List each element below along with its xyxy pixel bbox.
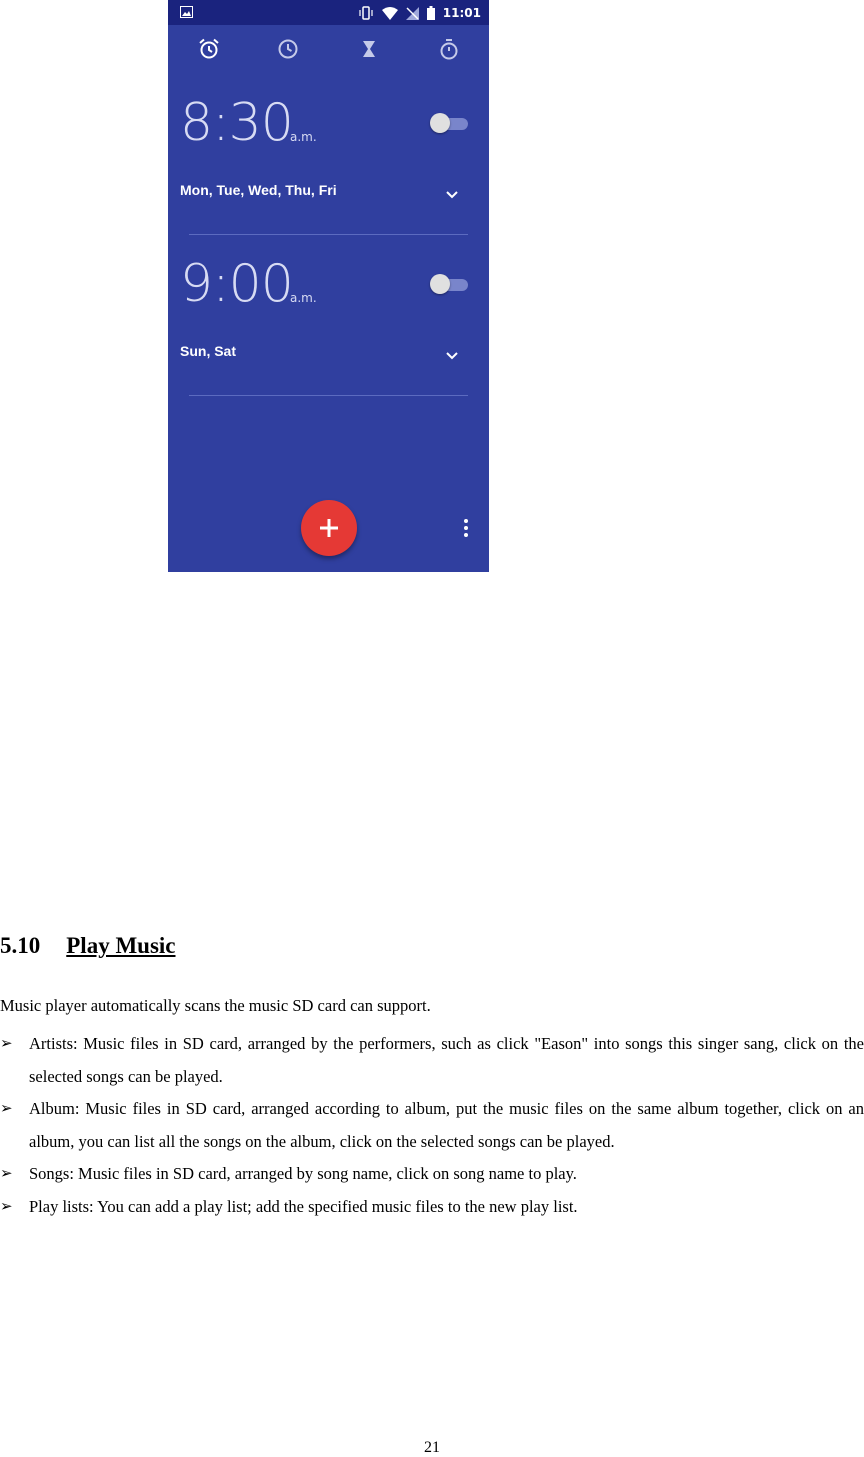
list-item: [0, 1028, 864, 1093]
list-item: [0, 1158, 864, 1191]
list-item-text: Artists: Music files in SD card, arranged by the performers, such as click "Eason" into songs this singer sang, click on the selected songs can be played.: [29, 1034, 864, 1086]
feature-list: [0, 1028, 864, 1223]
tab-clock[interactable]: [273, 35, 303, 63]
clock-icon: [276, 37, 300, 61]
bullet-arrow-icon: ➢: [0, 1166, 13, 1182]
alarm-ampm: a.m.: [290, 130, 317, 144]
list-item-text: Songs: Music files in SD card, arranged by song name, click on song name to play.: [29, 1164, 577, 1183]
list-item: [0, 1093, 864, 1158]
add-alarm-button[interactable]: [301, 500, 357, 556]
hourglass-icon: [357, 37, 381, 61]
bullet-arrow-icon: ➢: [0, 1198, 13, 1215]
alarm-time[interactable]: 9:00: [180, 254, 293, 314]
bullet-arrow-icon: ➢: [0, 1101, 13, 1117]
chevron-down-icon[interactable]: [442, 346, 462, 366]
stopwatch-icon: [437, 37, 461, 61]
status-bar: [168, 0, 489, 25]
toggle-thumb: [430, 274, 450, 294]
page-number: 21: [424, 1439, 440, 1456]
section-number: 5.10: [0, 933, 41, 958]
alarm-item[interactable]: [168, 254, 489, 419]
section-heading: [0, 933, 176, 959]
list-item-text: Album: Music files in SD card, arranged according to album, put the music files on the same album together, click on an album, you can list all the songs on the album, click on the selected songs can be played.: [29, 1099, 864, 1151]
more-options-icon[interactable]: [460, 517, 472, 539]
vibrate-icon: [358, 6, 374, 20]
intro-paragraph: Music player automatically scans the music SD card can support.: [0, 996, 431, 1015]
gallery-notification-icon: [180, 6, 193, 18]
alarm-days: Sun, Sat: [180, 343, 237, 359]
alarm-clock-icon: [197, 37, 221, 61]
clock-tabs: [168, 25, 489, 73]
tab-timer[interactable]: [354, 35, 384, 63]
plus-icon: [317, 516, 341, 540]
alarm-toggle[interactable]: [430, 113, 472, 133]
alarm-days: Mon, Tue, Wed, Thu, Fri: [180, 182, 337, 198]
chevron-down-icon[interactable]: [442, 185, 462, 205]
alarm-item[interactable]: [168, 93, 489, 258]
no-signal-icon: [406, 7, 419, 20]
alarm-ampm: a.m.: [290, 291, 317, 305]
clock-app-screenshot: [168, 0, 489, 572]
alarm-time[interactable]: 8:30: [180, 93, 293, 153]
list-item: [0, 1191, 864, 1224]
alarm-toggle[interactable]: [430, 274, 472, 294]
list-item-text: Play lists: You can add a play list; add the specified music files to the new play list.: [29, 1196, 578, 1216]
toggle-thumb: [430, 113, 450, 133]
divider: [189, 234, 468, 235]
tab-stopwatch[interactable]: [434, 35, 464, 63]
section-title: Play Music: [66, 933, 176, 958]
bullet-arrow-icon: ➢: [0, 1036, 13, 1052]
wifi-icon: [382, 7, 398, 20]
tab-alarm[interactable]: [194, 35, 224, 63]
divider: [189, 395, 468, 396]
status-time: 11:01: [442, 6, 481, 20]
battery-icon: [427, 6, 435, 20]
